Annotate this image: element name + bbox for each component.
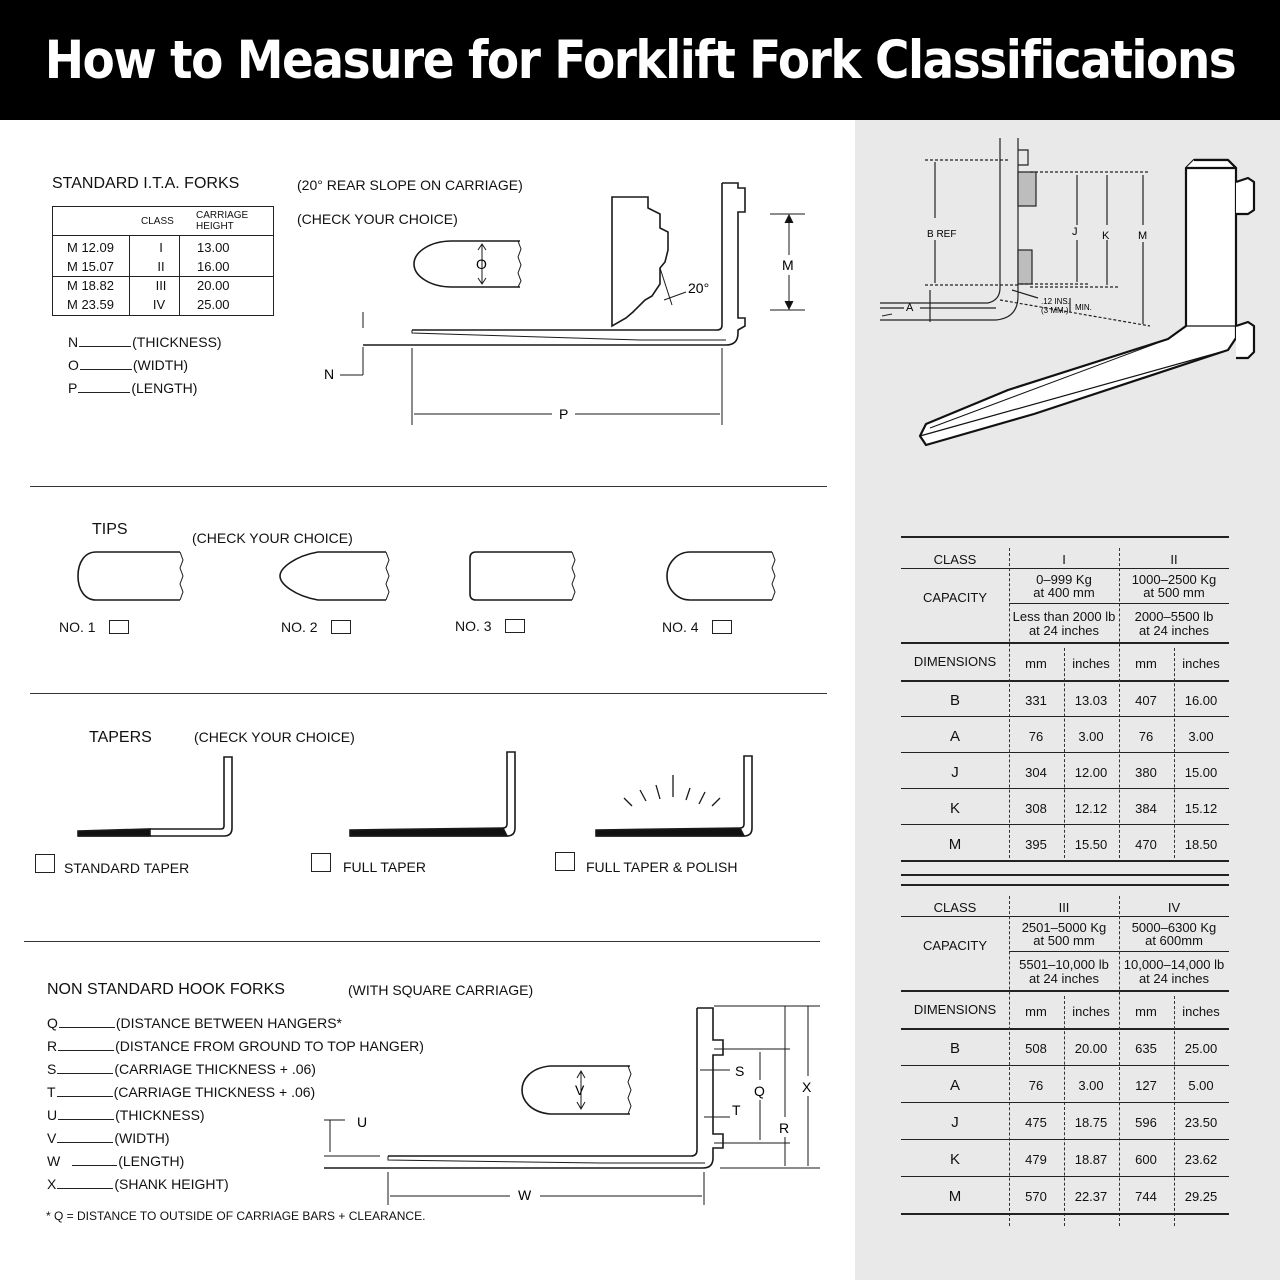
divider-2 — [30, 693, 827, 694]
tip-shape-4 — [667, 552, 772, 600]
rule — [901, 680, 1229, 682]
in-b-label: inches — [1182, 656, 1220, 671]
val-mm-b: 744 — [1135, 1189, 1157, 1204]
field-blank[interactable] — [58, 1039, 114, 1051]
capacity-label: CAPACITY — [922, 590, 988, 605]
val-in-b: 15.12 — [1184, 801, 1218, 816]
hook-field-v — [47, 1131, 170, 1145]
rule — [901, 568, 1229, 569]
hook-field-x — [47, 1177, 229, 1191]
taper-checkbox-polish[interactable] — [555, 852, 575, 871]
ita-height: 20.00 — [197, 278, 230, 293]
val-in-a: 13.03 — [1074, 693, 1108, 708]
ita-model: M 23.59 — [67, 297, 114, 312]
cap-a-lb: Less than 2000 lb — [1012, 609, 1116, 624]
ita-model: M 15.07 — [67, 259, 114, 274]
field-letter: N — [68, 334, 79, 350]
val-in-b: 23.62 — [1184, 1152, 1218, 1167]
col-rule — [1064, 648, 1065, 858]
rule — [901, 1028, 1229, 1030]
cap-a-lb: 5501–10,000 lb — [1019, 957, 1109, 972]
val-mm-a: 508 — [1025, 1041, 1047, 1056]
val-in-b: 15.00 — [1184, 765, 1218, 780]
tips-heading: TIPS — [92, 521, 128, 538]
dim-a: A — [949, 1077, 960, 1094]
mm-a-label: mm — [1025, 656, 1047, 671]
hook-note: (WITH SQUARE CARRIAGE) — [348, 982, 534, 998]
dim-j: J — [951, 764, 959, 781]
field-blank[interactable] — [57, 1062, 113, 1074]
cap-a-kg: 0–999 Kg — [1036, 572, 1092, 587]
ita-col-height: HEIGHT — [196, 221, 234, 232]
rule — [901, 874, 1229, 876]
mm-b-label: mm — [1135, 656, 1157, 671]
val-in-b: 29.25 — [1184, 1189, 1218, 1204]
val-in-b: 23.50 — [1184, 1115, 1218, 1130]
rule — [901, 1102, 1229, 1103]
cap-b-lb: 10,000–14,000 lb — [1123, 957, 1225, 972]
field-letter: R — [47, 1038, 58, 1054]
val-in-a: 22.37 — [1074, 1189, 1108, 1204]
ita-col-class: CLASS — [141, 216, 174, 227]
divider-3 — [24, 941, 820, 942]
hook-q-label: Q — [754, 1083, 765, 1099]
cap-b-mm: at 500 mm — [1143, 585, 1205, 600]
val-mm-b: 407 — [1135, 693, 1157, 708]
cap-b-kg: 5000–6300 Kg — [1131, 920, 1217, 935]
dim-b: B — [949, 692, 960, 709]
tip-label-4: NO. 4 — [662, 619, 699, 635]
tip-label-3: NO. 3 — [455, 618, 492, 634]
field-label: (WIDTH) — [114, 1130, 170, 1146]
tip-shape-3 — [470, 552, 572, 600]
tip-checkbox-1[interactable] — [109, 620, 129, 634]
val-in-b: 5.00 — [1188, 1078, 1214, 1093]
val-in-a: 3.00 — [1078, 729, 1104, 744]
hook-field-w — [47, 1154, 184, 1168]
val-mm-b: 600 — [1135, 1152, 1157, 1167]
ita-model: M 12.09 — [67, 240, 114, 255]
spec-table-class-3-4 — [901, 884, 1229, 1234]
class-b: II — [1170, 552, 1178, 567]
hook-field-t — [47, 1085, 315, 1099]
cap-a-at: at 24 inches — [1028, 971, 1100, 986]
hook-s-label: S — [735, 1063, 745, 1079]
field-blank[interactable] — [72, 1154, 117, 1166]
field-label: (LENGTH) — [131, 380, 198, 396]
field-blank[interactable] — [59, 1016, 115, 1028]
class-a: III — [1058, 900, 1070, 915]
ita-o-label: O — [476, 256, 487, 272]
taper-label-full: FULL TAPER — [343, 859, 426, 875]
spec-table-class-1-2 — [901, 536, 1229, 866]
mm-b-label: mm — [1135, 1004, 1157, 1019]
val-in-a: 20.00 — [1074, 1041, 1108, 1056]
cap-b-mm: at 600mm — [1145, 933, 1203, 948]
rule — [901, 1139, 1229, 1140]
ita-class: III — [155, 278, 167, 293]
rule — [901, 642, 1229, 644]
field-letter: Q — [47, 1015, 58, 1031]
class-label: CLASS — [933, 552, 977, 567]
dim-b: B — [949, 1040, 960, 1057]
tip-label-1: NO. 1 — [59, 619, 96, 635]
val-mm-b: 635 — [1135, 1041, 1157, 1056]
dim-k: K — [949, 800, 960, 817]
field-letter: S — [47, 1061, 57, 1077]
val-in-b: 16.00 — [1184, 693, 1218, 708]
field-letter: X — [47, 1176, 57, 1192]
ita-height: 13.00 — [197, 240, 230, 255]
rule — [901, 884, 1229, 886]
dim-m: M — [948, 1188, 962, 1205]
rule — [901, 716, 1229, 717]
val-mm-b: 380 — [1135, 765, 1157, 780]
iso-min-2: (3 MM.) — [1041, 306, 1069, 315]
val-mm-b: 76 — [1138, 729, 1154, 744]
ita-class: II — [157, 259, 165, 274]
val-in-b: 3.00 — [1188, 729, 1214, 744]
divider-1 — [30, 486, 827, 487]
val-in-a: 12.00 — [1074, 765, 1108, 780]
ita-class: IV — [152, 297, 166, 312]
in-a-label: inches — [1072, 1004, 1110, 1019]
rule — [901, 536, 1229, 538]
field-letter: W — [47, 1153, 61, 1169]
hook-w-label: W — [518, 1187, 532, 1203]
dim-m: M — [948, 836, 962, 853]
val-in-b: 25.00 — [1184, 1041, 1218, 1056]
dim-j: J — [951, 1114, 959, 1131]
field-blank[interactable] — [79, 335, 131, 347]
taper-label-standard: STANDARD TAPER — [64, 860, 190, 876]
taper-checkbox-standard[interactable] — [35, 854, 55, 873]
val-mm-a: 308 — [1025, 801, 1047, 816]
tip-shape-2 — [280, 552, 386, 600]
ita-field-width — [68, 358, 188, 372]
col-rule — [1174, 648, 1175, 858]
cap-b-at: at 24 inches — [1138, 971, 1210, 986]
taper-checkbox-full[interactable] — [311, 853, 331, 872]
field-letter: U — [47, 1107, 58, 1123]
dimensions-label: DIMENSIONS — [913, 654, 997, 669]
ita-m-label: M — [782, 257, 794, 273]
field-letter: P — [68, 380, 78, 396]
field-blank[interactable] — [57, 1177, 113, 1189]
hook-field-r — [47, 1039, 424, 1053]
dim-k: K — [949, 1151, 960, 1168]
class-b: IV — [1167, 900, 1181, 915]
ita-field-thickness — [68, 335, 222, 349]
ita-class: I — [159, 240, 163, 255]
mm-a-label: mm — [1025, 1004, 1047, 1019]
rule — [901, 788, 1229, 789]
field-blank[interactable] — [58, 1108, 114, 1120]
val-mm-a: 304 — [1025, 765, 1047, 780]
tapers-check-note: (CHECK YOUR CHOICE) — [194, 729, 355, 745]
field-blank[interactable] — [57, 1131, 113, 1143]
hook-v-label: V — [575, 1082, 585, 1098]
field-blank[interactable] — [78, 381, 130, 393]
val-in-a: 15.50 — [1074, 837, 1108, 852]
rule — [901, 916, 1229, 917]
ita-table — [52, 206, 274, 316]
field-label: (THICKNESS) — [115, 1107, 205, 1123]
field-label: (LENGTH) — [118, 1153, 185, 1169]
tips-check-note: (CHECK YOUR CHOICE) — [192, 530, 353, 546]
class-label: CLASS — [933, 900, 977, 915]
val-mm-b: 384 — [1135, 801, 1157, 816]
val-mm-a: 479 — [1025, 1152, 1047, 1167]
in-a-label: inches — [1072, 656, 1110, 671]
cap-a-mm: at 500 mm — [1033, 933, 1095, 948]
ita-p-label: P — [559, 406, 569, 422]
iso-k-label: K — [1102, 230, 1110, 242]
ita-check-note: (CHECK YOUR CHOICE) — [297, 211, 458, 227]
ita-angle-label: 20° — [688, 280, 710, 296]
hook-field-u — [47, 1108, 205, 1122]
hook-field-s — [47, 1062, 316, 1076]
ita-n-label: N — [324, 366, 335, 382]
field-label: (DISTANCE BETWEEN HANGERS* — [115, 1015, 342, 1031]
cap-b-lb: 2000–5500 lb — [1134, 609, 1214, 624]
tip-label-2: NO. 2 — [281, 619, 318, 635]
val-mm-b: 596 — [1135, 1115, 1157, 1130]
rule — [901, 824, 1229, 825]
ita-height: 25.00 — [197, 297, 230, 312]
dimensions-label: DIMENSIONS — [913, 1002, 997, 1017]
tip-checkbox-2[interactable] — [331, 620, 351, 634]
val-mm-a: 76 — [1028, 729, 1044, 744]
val-mm-b: 470 — [1135, 837, 1157, 852]
ita-height: 16.00 — [197, 259, 230, 274]
cap-b-at: at 24 inches — [1138, 623, 1210, 638]
field-blank[interactable] — [57, 1085, 113, 1097]
in-b-label: inches — [1182, 1004, 1220, 1019]
rule — [901, 1213, 1229, 1215]
hook-x-label: X — [802, 1079, 812, 1095]
val-mm-a: 331 — [1025, 693, 1047, 708]
cap-a-kg: 2501–5000 Kg — [1021, 920, 1107, 935]
hook-footnote: * Q = DISTANCE TO OUTSIDE OF CARRIAGE BARS + CLEARANCE. — [46, 1209, 426, 1223]
val-in-a: 18.87 — [1074, 1152, 1108, 1167]
field-label: (THICKNESS) — [132, 334, 222, 350]
tapers-heading: TAPERS — [89, 729, 152, 746]
val-in-b: 18.50 — [1184, 837, 1218, 852]
val-mm-a: 395 — [1025, 837, 1047, 852]
rule — [901, 860, 1229, 862]
val-mm-a: 475 — [1025, 1115, 1047, 1130]
hook-r-label: R — [779, 1120, 790, 1136]
hook-field-q — [47, 1016, 342, 1030]
iso-a-label: A — [906, 302, 914, 314]
val-mm-b: 127 — [1135, 1078, 1157, 1093]
ita-model: M 18.82 — [67, 278, 114, 293]
ita-field-length — [68, 381, 197, 395]
val-mm-a: 570 — [1025, 1189, 1047, 1204]
cap-b-kg: 1000–2500 Kg — [1131, 572, 1217, 587]
hook-heading: NON STANDARD HOOK FORKS — [47, 981, 285, 998]
ita-heading: STANDARD I.T.A. FORKS — [52, 175, 240, 192]
rule — [901, 752, 1229, 753]
iso-j-label: J — [1072, 226, 1078, 238]
capacity-label: CAPACITY — [922, 938, 988, 953]
val-in-a: 12.12 — [1074, 801, 1108, 816]
field-blank[interactable] — [80, 358, 132, 370]
field-label: (WIDTH) — [132, 357, 189, 373]
rule — [901, 990, 1229, 992]
tip-checkbox-4[interactable] — [712, 620, 732, 634]
taper-label-polish: FULL TAPER & POLISH — [586, 859, 738, 875]
field-label: (CARRIAGE THICKNESS + .06) — [113, 1084, 316, 1100]
field-letter: V — [47, 1130, 57, 1146]
class-a: I — [1062, 552, 1066, 567]
hook-t-label: T — [732, 1102, 741, 1118]
rule — [901, 1176, 1229, 1177]
iso-min-3: MIN. — [1075, 303, 1092, 312]
cap-a-mm: at 400 mm — [1033, 585, 1095, 600]
val-in-a: 3.00 — [1078, 1078, 1104, 1093]
field-letter: T — [47, 1084, 56, 1100]
tip-shape-1 — [78, 552, 180, 600]
iso-b-label: B REF — [927, 229, 957, 240]
field-label: (CARRIAGE THICKNESS + .06) — [114, 1061, 316, 1077]
page-title: How to Measure for Forklift Fork Classifications — [44, 29, 1236, 91]
field-letter: O — [68, 357, 79, 373]
ita-col-carriage: CARRIAGE — [196, 210, 249, 221]
cap-a-at: at 24 inches — [1028, 623, 1100, 638]
field-label: (DISTANCE FROM GROUND TO TOP HANGER) — [115, 1038, 424, 1054]
iso-min-1: .12 INS. — [1041, 297, 1070, 306]
tip-checkbox-3[interactable] — [505, 619, 525, 633]
field-label: (SHANK HEIGHT) — [114, 1176, 229, 1192]
rule — [901, 1065, 1229, 1066]
ita-slope-note: (20° REAR SLOPE ON CARRIAGE) — [297, 177, 523, 193]
iso-m-label: M — [1138, 230, 1148, 242]
hook-u-label: U — [357, 1114, 368, 1130]
val-mm-a: 76 — [1028, 1078, 1044, 1093]
val-in-a: 18.75 — [1074, 1115, 1108, 1130]
dim-a: A — [949, 728, 960, 745]
title-bar — [0, 0, 1280, 120]
